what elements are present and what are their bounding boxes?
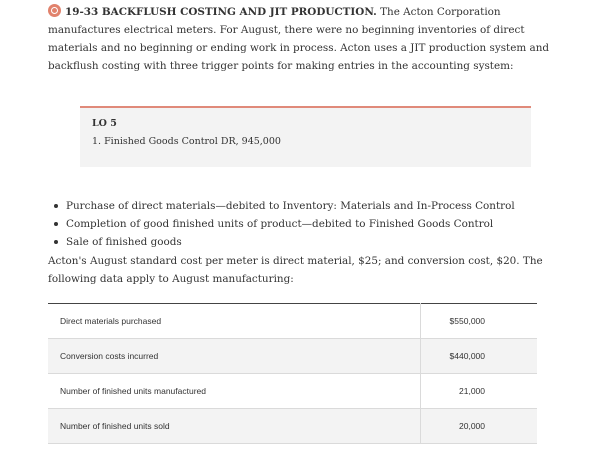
list-item: Purchase of direct materials—debited to Inventory: Materials and In-Process Control [48, 197, 568, 215]
learning-objective-callout [80, 106, 531, 167]
list-item: Completion of good finished units of product—debited to Finished Goods Control [48, 215, 568, 233]
standard-cost-paragraph: Acton's August standard cost per meter is direct material, $25; and conversion cost, $20. The following data apply to August manufacturing: [48, 255, 543, 285]
problem-intro [48, 3, 568, 75]
row-label: Number of finished units sold [48, 409, 421, 444]
problem-number-icon [48, 4, 61, 17]
learning-objective-label: LO 5 [92, 118, 117, 129]
problem-title: 19-33 BACKFLUSH COSTING AND JIT PRODUCTION. [65, 6, 377, 18]
row-label: Direct materials purchased [48, 304, 421, 339]
row-value: $550,000 [421, 304, 538, 339]
table-row [48, 409, 537, 444]
problem-intro-text: The Acton Corporation manufactures electrical meters. For August, there were no beginning inventories of direct materials and no beginning or ending work in process. Acton uses a JIT production system and backflush costing with three trigger points for making entries in the accounting system: [48, 6, 550, 72]
list-item: Sale of finished goods [48, 233, 568, 251]
row-value: 21,000 [421, 374, 538, 409]
row-label: Number of finished units manufactured [48, 374, 421, 409]
manufacturing-data-table [48, 303, 537, 444]
trigger-points-list [48, 197, 568, 251]
row-value: 20,000 [421, 409, 538, 444]
answer-hint: 1. Finished Goods Control DR, 945,000 [92, 136, 281, 147]
row-label: Conversion costs incurred [48, 339, 421, 374]
table-row [48, 304, 537, 339]
table-row [48, 339, 537, 374]
table-row [48, 374, 537, 409]
row-value: $440,000 [421, 339, 538, 374]
